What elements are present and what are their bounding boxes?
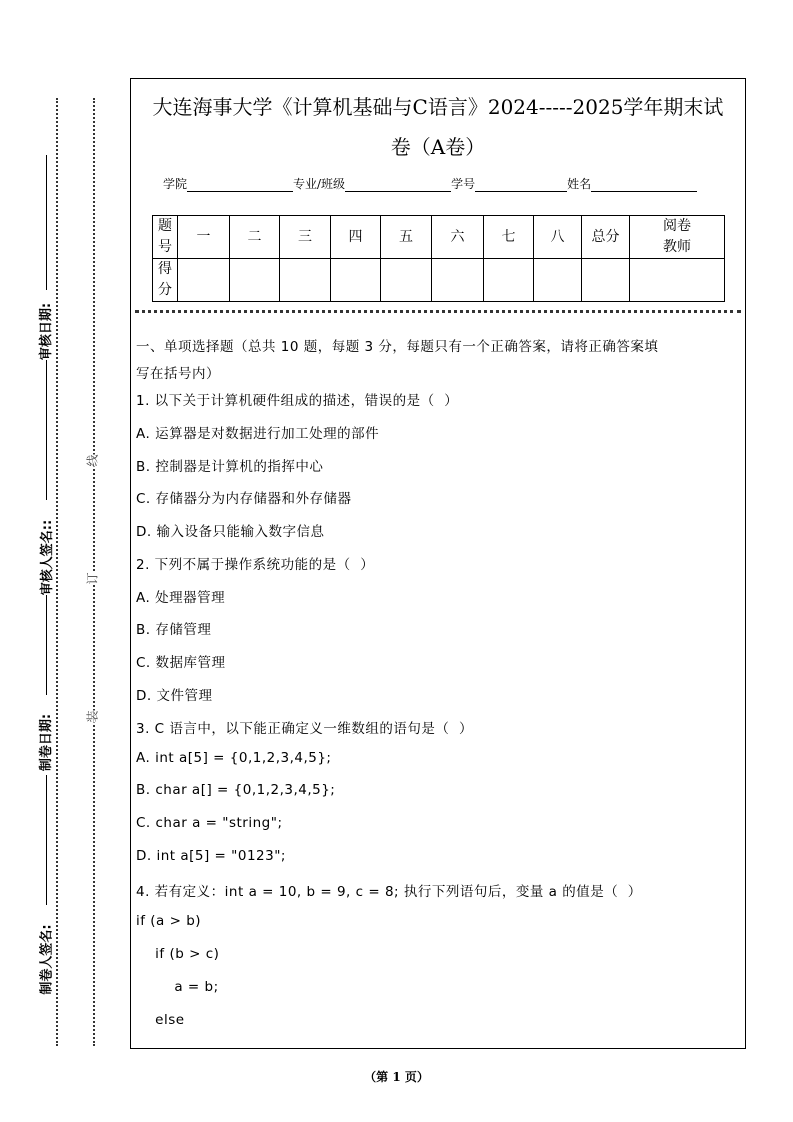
content-line: A. 运算器是对数据进行加工处理的部件 — [136, 426, 380, 442]
content-line: else — [136, 1012, 185, 1028]
content-line: 3. C 语言中，以下能正确定义一维数组的语句是（ ） — [136, 721, 473, 737]
signature-line — [46, 155, 47, 290]
signature-line — [46, 360, 47, 500]
score-cell[interactable] — [230, 259, 280, 302]
content-line: 2. 下列不属于操作系统功能的是（ ） — [136, 557, 375, 573]
content-line: C. char a = "string"; — [136, 815, 283, 831]
score-cell[interactable] — [534, 259, 582, 302]
header-cell: 题 — [158, 218, 172, 234]
col-header: 七 — [484, 216, 534, 259]
page-number: （第 1 页） — [364, 1070, 429, 1084]
signature-line — [46, 775, 47, 905]
col-header: 四 — [331, 216, 381, 259]
reviewer-signature-label: 审核人签名:: — [40, 519, 56, 596]
col-header: 六 — [432, 216, 484, 259]
college-label: 学院 — [163, 177, 188, 191]
content-line: C. 数据库管理 — [136, 655, 226, 671]
college-field[interactable] — [187, 177, 293, 192]
col-header: 三 — [280, 216, 331, 259]
col-header: 总分 — [582, 216, 630, 259]
content-line: D. int a[5] = "0123"; — [136, 848, 286, 864]
row-header: 分 — [158, 282, 172, 298]
header-cell: 号 — [158, 239, 172, 255]
content-line: B. 存储管理 — [136, 622, 212, 638]
content-line: A. 处理器管理 — [136, 590, 226, 606]
review-date-label: 审核日期: — [39, 302, 55, 361]
cut-mark-xian: 线 — [85, 454, 100, 467]
cut-mark-zhuang: 装 — [85, 710, 100, 723]
content-line: B. char a[] = {0,1,2,3,4,5}; — [136, 782, 336, 798]
score-cell[interactable] — [331, 259, 381, 302]
col-header: 二 — [230, 216, 280, 259]
score-cell[interactable] — [178, 259, 230, 302]
content-line: D. 文件管理 — [136, 688, 213, 704]
col-header: 阅卷 — [663, 218, 691, 234]
content-line: 写在括号内） — [136, 366, 220, 382]
student-info — [163, 175, 697, 192]
content-line: a = b; — [136, 979, 219, 995]
content-line: 4. 若有定义：int a = 10, b = 9, c = 8; 执行下列语句后，变量 a 的值是（ ） — [136, 884, 642, 900]
col-header: 一 — [178, 216, 230, 259]
content-line: B. 控制器是计算机的指挥中心 — [136, 459, 324, 475]
score-cell[interactable] — [381, 259, 432, 302]
content-line: 1. 以下关于计算机硬件组成的描述，错误的是（ ） — [136, 393, 459, 409]
dotted-separator — [135, 310, 741, 313]
content-line: D. 输入设备只能输入数字信息 — [136, 524, 325, 540]
score-table — [152, 215, 725, 302]
score-cell[interactable] — [630, 259, 725, 302]
row-header: 得 — [158, 261, 172, 277]
content-line: C. 存储器分为内存储器和外存储器 — [136, 491, 352, 507]
col-header: 八 — [534, 216, 582, 259]
cut-mark-ding: 订 — [85, 572, 100, 585]
major-label: 专业/班级 — [293, 177, 346, 191]
content-line: if (b > c) — [136, 946, 220, 962]
student-id-field[interactable] — [475, 177, 567, 192]
major-field[interactable] — [345, 177, 451, 192]
score-cell[interactable] — [582, 259, 630, 302]
student-id-label: 学号 — [451, 177, 476, 191]
content-line: 一、单项选择题（总共 10 题，每题 3 分，每题只有一个正确答案，请将正确答案填 — [136, 339, 659, 355]
compile-date-label: 制卷日期: — [39, 713, 55, 772]
name-label: 姓名 — [567, 177, 592, 191]
binding-dotted-line — [56, 98, 58, 1046]
compiler-signature-label: 制卷人签名: — [39, 924, 55, 995]
score-cell[interactable] — [432, 259, 484, 302]
col-header: 教师 — [663, 239, 691, 255]
score-cell[interactable] — [484, 259, 534, 302]
signature-line — [46, 595, 47, 695]
content-line: if (a > b) — [136, 913, 202, 929]
exam-title: 大连海事大学《计算机基础与C语言》2024-----2025学年期末试 — [152, 95, 724, 119]
exam-title-2: 卷（A卷） — [390, 135, 486, 159]
content-line: A. int a[5] = {0,1,2,3,4,5}; — [136, 750, 332, 766]
name-field[interactable] — [591, 177, 697, 192]
exam-frame — [130, 78, 746, 1049]
score-cell[interactable] — [280, 259, 331, 302]
col-header: 五 — [381, 216, 432, 259]
